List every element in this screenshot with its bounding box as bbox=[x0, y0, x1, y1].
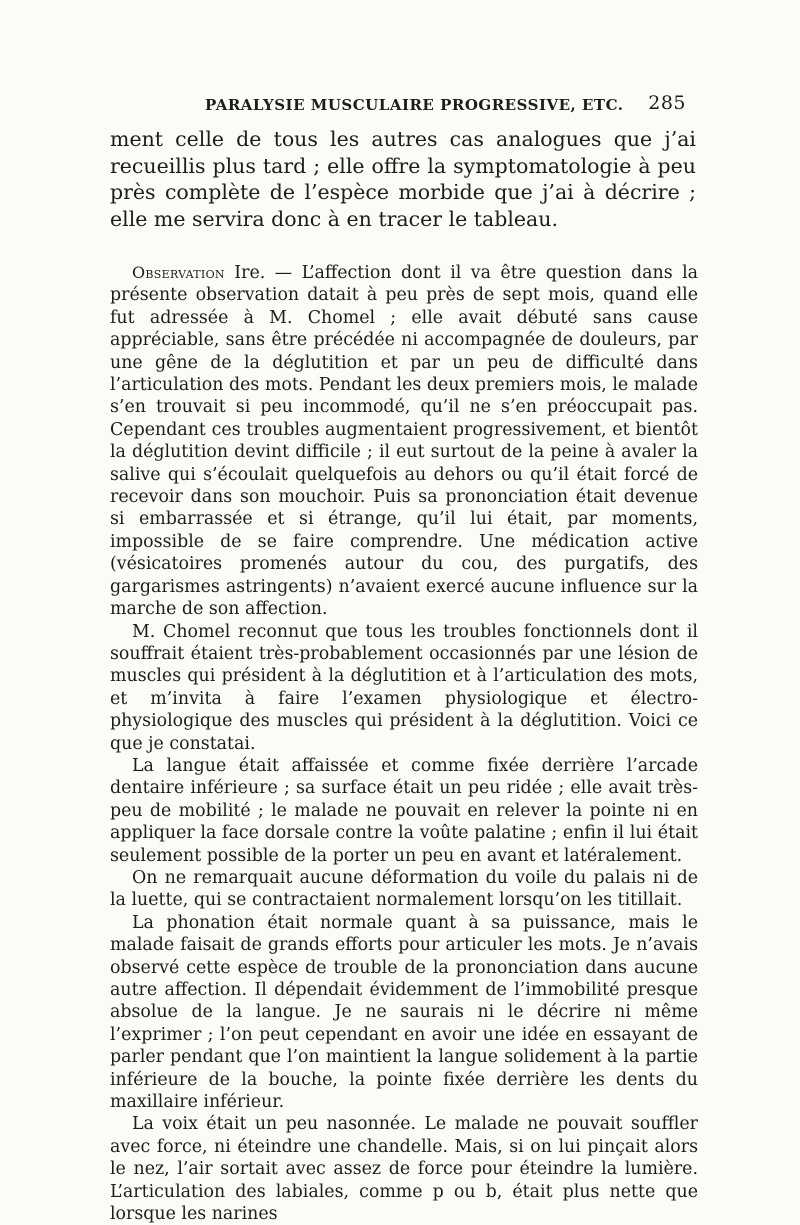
paragraph-text: M. Chomel reconnut que tous les troubles fonctionnels dont il souffrait étaient très-probablement occasionnés par une lésion de muscles qui président à la déglutition et à l’articulation des mots, et m’invita à faire l’examen physiologique et électro-physiologique des muscles qui président à la déglutition. Voici ce que je constatai. bbox=[110, 621, 698, 754]
paragraph-text: La langue était affaissée et comme fixée derrière l’arcade dentaire inférieure ; sa surface était un peu ridée ; elle avait très-peu de mobilité ; le malade ne pouvait en relever la pointe ni en appliquer la face dorsale contre la voûte palatine ; enfin il lui était seulement possible de la porter un peu en avant et latéralement. bbox=[110, 755, 698, 866]
observation-paragraph bbox=[110, 912, 698, 1114]
running-title: PARALYSIE MUSCULAIRE PROGRESSIVE, ETC. bbox=[205, 96, 624, 114]
observation-section bbox=[110, 262, 698, 1225]
paragraph-text: On ne remarquait aucune déformation du voile du palais ni de la luette, qui se contractaient normalement lorsqu’on les titillait. bbox=[110, 867, 698, 911]
observation-paragraph bbox=[110, 262, 698, 621]
paragraph-text: La phonation était normale quant à sa puissance, mais le malade faisait de grands efforts pour articuler les mots. Je n’avais observé cette espèce de trouble de la prononciation dans aucune autre affection. Il dépendait évidemment de l’immobilité presque absolue de la langue. Je ne saurais ni le décrire ni même l’exprimer ; l’on peut cependant en avoir une idée en essayant de parler pendant que l’on maintient la langue solidement à la partie inférieure de la bouche, la pointe fixée derrière les dents du maxillaire inférieur. bbox=[110, 912, 698, 1113]
page-number: 285 bbox=[648, 92, 686, 114]
observation-paragraph bbox=[110, 867, 698, 912]
observation-label: Observation bbox=[132, 263, 225, 282]
observation-paragraph bbox=[110, 621, 698, 755]
observation-paragraph bbox=[110, 755, 698, 867]
observation-numeral: Ire. bbox=[234, 263, 266, 283]
intro-paragraph: ment celle de tous les autres cas analogues que j’ai recueillis plus tard ; elle offre la symptomatologie à peu près complète de l’espèce morbide que j’ai à décrire ; elle me servira donc à en tracer le tableau. bbox=[110, 127, 696, 231]
observation-paragraph bbox=[110, 1113, 698, 1225]
paragraph-text: La voix était un peu nasonnée. Le malade ne pouvait souffler avec force, ni éteindre une chandelle. Mais, si on lui pinçait alors le nez, l’air sortait avec assez de force pour éteindre la lumière. L’articulation des labiales, comme p ou b, était plus nette que lorsque les narines bbox=[110, 1114, 698, 1225]
paragraph-text: — L’affection dont il va être question dans la présente observation datait à peu près de sept mois, quand elle fut adressée à M. Chomel ; elle avait débuté sans cause appréciable, sans être précédée ni accompagnée de douleurs, par une gêne de la déglutition et par un peu de difficulté dans l’articulation des mots. Pendant les deux premiers mois, le malade s’en trouvait si peu incommodé, qu’il ne s’en préoccupait pas. Cependant ces troubles augmentaient progressivement, et bientôt la déglutition devint difficile ; il eut surtout de la peine à avaler la salive qui s’écoulait quelquefois au dehors ou qu’il était forcé de recevoir dans son mouchoir. Puis sa prononciation était devenue si embarrassée et si étrange, qu’il lui était, par moments, impossible de se faire comprendre. Une médication active (vésicatoires promenés autour du cou, des purgatifs, des gargarismes astringents) n’avaient exercé aucune influence sur la marche de son affection. bbox=[110, 263, 699, 620]
